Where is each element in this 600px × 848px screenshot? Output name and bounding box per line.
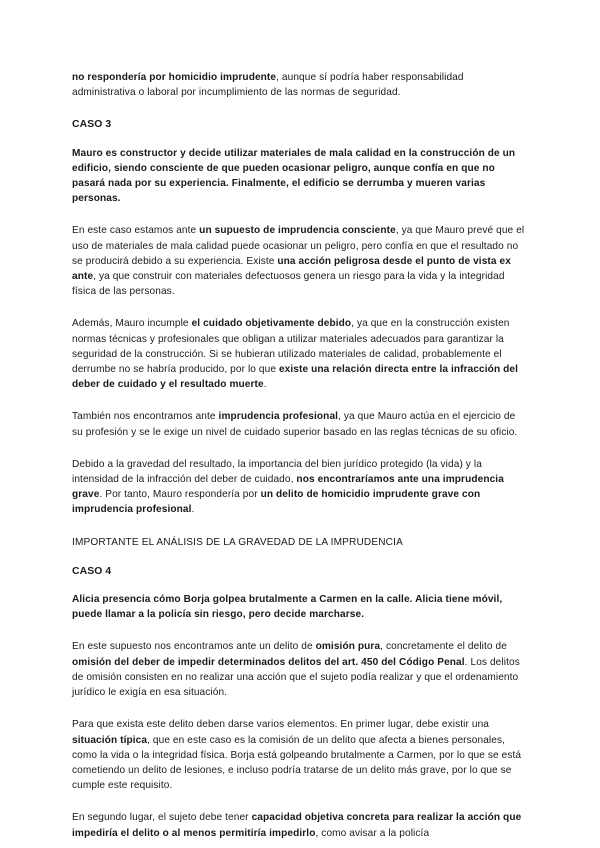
paragraph-caso2-conclusion [72,70,528,100]
bold-text: capacidad objetiva concreta para realizar la acción que impediría el delito o al menos permitiría impedirlo [72,812,522,839]
caso3-paragraph-4 [72,457,528,518]
text: En segundo lugar, el sujeto debe tener [72,812,252,824]
bold-text: una acción peligrosa desde el punto de vista ex ante [72,255,511,283]
text: . [263,379,267,391]
bold-text: omisión pura [315,641,381,653]
bold-text: existe una relación directa entre la infracción del deber de cuidado y el resultado muerte [72,364,518,391]
text: . Los delitos de omisión consisten en no realizar una acción que el sujeto podía realizar y que el ordenamiento jurídico le exigía en esa situación. [72,656,520,699]
caso3-note: IMPORTANTE EL ANÁLISIS DE LA GRAVEDAD DE LA IMPRUDENCIA [72,536,403,548]
text: Además, Mauro incumple [72,318,192,330]
bold-text: Alicia presencia cómo Borja golpea brutalmente a Carmen en la calle. Alicia tiene móvil, puede llamar a la policía sin riesgo, pero decide marcharse. [72,594,503,621]
caso3-paragraph-1 [72,223,528,299]
text: , concretamente el delito de [380,641,507,653]
text: , ya que construir con materiales defectuosos genera un riesgo para la vida y la integridad física de las personas. [72,271,505,298]
bold-text: nos encontraríamos ante una imprudencia grave [72,474,504,501]
caso3-statement [72,146,528,207]
text: También nos encontramos ante [72,411,219,423]
caso3-paragraph-2 [72,316,528,392]
bold-text: Mauro es constructor y decide utilizar materiales de mala calidad en la construcción de un edificio, siendo consciente de que pueden ocasionar peligro, aunque confía en que no pasará nada por su experiencia. Finalmente, el edificio se derrumba y mueren varias personas. [72,147,516,205]
bold-text: no respondería por homicidio imprudente [72,72,277,83]
bold-text: situación típica [72,734,148,746]
text: En este caso estamos ante [72,225,200,237]
text: Debido a la gravedad del resultado, la importancia del bien jurídico protegido (la vida) y la intensidad de la infracción del deber de cuidado, [72,458,482,486]
bold-text: omisión del deber de impedir determinados delitos del art. 450 del Código Penal [72,656,465,668]
bold-text: un supuesto de imprudencia consciente [199,225,396,237]
text: , aunque sí podría haber responsabilidad administrativa o laboral por incumplimiento de las normas de seguridad. [72,72,464,99]
text: , ya que Mauro prevé que el uso de materiales de mala calidad puede ocasionar un peligro, pero confía en que el resultado no se producirá debido a su experiencia. Existe [72,225,525,267]
caso4-heading: CASO 4 [72,565,112,577]
caso4-statement [72,592,528,622]
bold-text: el cuidado objetivamente debido [191,318,352,330]
bold-text: imprudencia profesional [218,411,339,423]
text: . [191,504,195,516]
text: , ya que en la construcción existen normas técnicas y profesionales que obligan a utilizar materiales adecuados para garantizar la seguridad de la construcción. Si se hubieran utilizado materiales de calidad, probablemente el derrumbe no se habría producido, por lo que [72,318,510,376]
caso3-paragraph-3 [72,409,528,439]
text: , que en este caso es la comisión de un delito que afecta a bienes personales, como la vida o la integridad física. Borja está golpeando brutalmente a Carmen, por lo que se está cometiendo un delito de lesiones, e incluso podría tratarse de un delito más grave, por lo que se cumple este requisito. [72,734,522,792]
text: , como avisar a la policía [315,827,430,839]
caso4-paragraph-3 [72,810,528,840]
caso3-heading: CASO 3 [72,119,112,131]
text: Para que exista este delito deben darse varios elementos. En primer lugar, debe existir una [72,719,490,731]
text: En este supuesto nos encontramos ante un delito de [72,641,316,653]
caso4-paragraph-1 [72,639,528,700]
caso4-paragraph-2 [72,717,528,793]
bold-text: un delito de homicidio imprudente grave con imprudencia profesional [72,489,481,516]
text: , ya que Mauro actúa en el ejercicio de su profesión y se le exige un nivel de cuidado superior basado en las reglas técnicas de su oficio. [72,411,518,438]
text: . Por tanto, Mauro respondería por [99,489,261,501]
